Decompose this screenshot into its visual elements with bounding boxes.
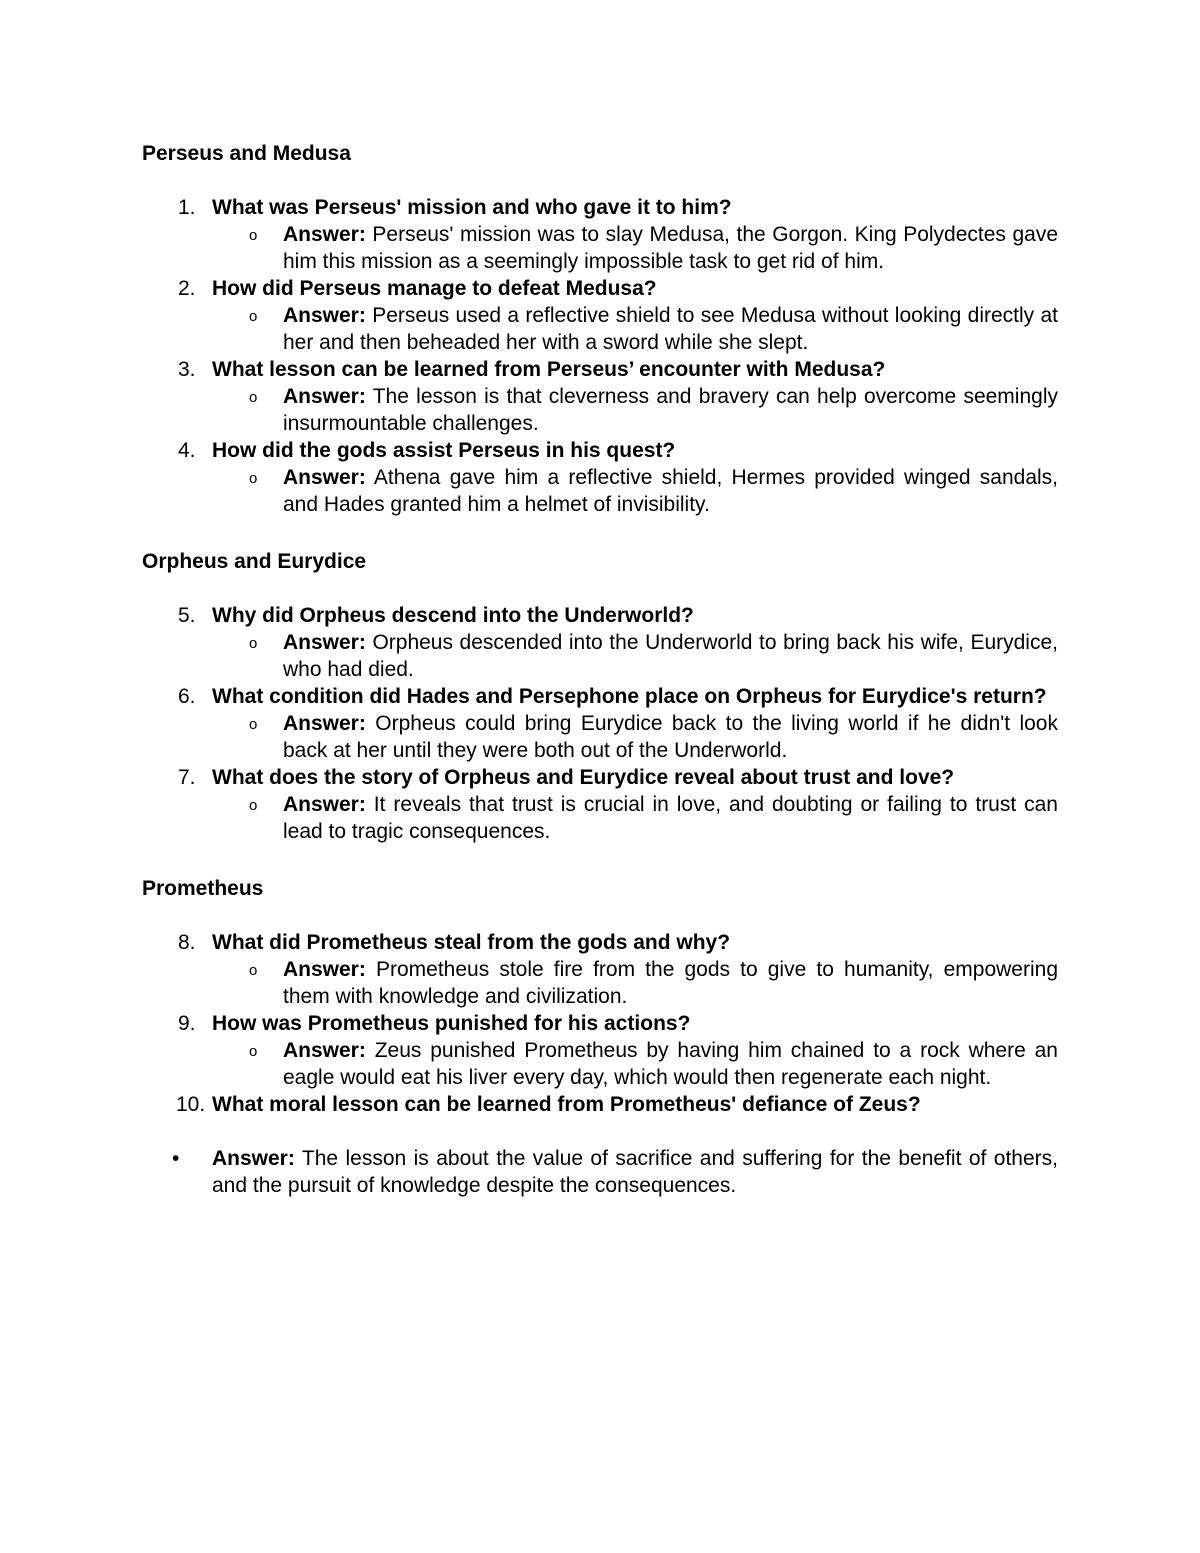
circle-bullet-icon: o	[249, 962, 258, 979]
answer	[142, 710, 1058, 764]
section-perseus	[142, 140, 1058, 518]
question-text: What moral lesson can be learned from Prometheus' defiance of Zeus?	[212, 1093, 921, 1116]
answer-text: The lesson is about the value of sacrifice and suffering for the benefit of others, and the pursuit of knowledge despite the consequences.	[212, 1147, 1058, 1197]
question-list	[142, 602, 1058, 845]
circle-bullet-icon: o	[249, 227, 258, 244]
question-text: What lesson can be learned from Perseus’ encounter with Medusa?	[212, 358, 886, 381]
question-item	[142, 437, 1058, 518]
answer-label: Answer:	[283, 466, 366, 489]
question-text: How was Prometheus punished for his actions?	[212, 1012, 691, 1035]
answer-text: The lesson is that cleverness and bravery can help overcome seemingly insurmountable challenges.	[283, 385, 1058, 435]
question-text: What does the story of Orpheus and Eurydice reveal about trust and love?	[212, 766, 955, 789]
circle-bullet-icon: o	[249, 308, 258, 325]
circle-bullet-icon: o	[249, 716, 258, 733]
question-item	[142, 1010, 1058, 1091]
answer-label: Answer:	[283, 304, 366, 327]
question-text: Why did Orpheus descend into the Underworld?	[212, 604, 694, 627]
question-text: How did the gods assist Perseus in his quest?	[212, 439, 676, 462]
answer	[142, 956, 1058, 1010]
answer-label: Answer:	[283, 223, 366, 246]
question-number: 10.	[176, 1093, 206, 1116]
answer-text: It reveals that trust is crucial in love, and doubting or failing to trust can lead to tragic consequences.	[283, 793, 1058, 843]
answer-label: Answer:	[283, 385, 366, 408]
section-title: Prometheus	[142, 877, 264, 900]
question-text: What condition did Hades and Persephone place on Orpheus for Eurydice's return?	[212, 685, 1047, 708]
question-number: 1.	[178, 196, 196, 219]
circle-bullet-icon: o	[249, 1043, 258, 1060]
answer-text: Zeus punished Prometheus by having him chained to a rock where an eagle would eat his liver every day, which would then regenerate each night.	[283, 1039, 1058, 1089]
answer	[142, 464, 1058, 518]
answer	[142, 791, 1058, 845]
question-number: 4.	[178, 439, 196, 462]
answer-text: Perseus used a reflective shield to see Medusa without looking directly at her and then beheaded her with a sword while she slept.	[283, 304, 1059, 354]
answer-text: Athena gave him a reflective shield, Hermes provided winged sandals, and Hades granted him a helmet of invisibility.	[283, 466, 1058, 516]
question-item	[142, 602, 1058, 683]
question-number: 3.	[178, 358, 196, 381]
question-item	[142, 194, 1058, 275]
question-item	[142, 929, 1058, 1010]
section-orpheus	[142, 548, 1058, 845]
circle-bullet-icon: o	[249, 470, 258, 487]
answer	[142, 1037, 1058, 1091]
question-number: 9.	[178, 1012, 196, 1035]
answer-label: Answer:	[283, 631, 366, 654]
question-number: 7.	[178, 766, 196, 789]
question-number: 2.	[178, 277, 196, 300]
question-item	[142, 683, 1058, 764]
answer-label: Answer:	[283, 793, 366, 816]
question-number: 6.	[178, 685, 196, 708]
question-list	[142, 194, 1058, 518]
answer	[142, 302, 1058, 356]
answer	[142, 629, 1058, 683]
answer-label: Answer:	[283, 712, 366, 735]
answer-label: Answer:	[283, 1039, 366, 1062]
section-prometheus	[142, 875, 1058, 1199]
question-item	[142, 275, 1058, 356]
question-number: 8.	[178, 931, 196, 954]
question-list	[142, 929, 1058, 1118]
document-body	[142, 140, 1058, 1229]
answer	[142, 221, 1058, 275]
section-title: Perseus and Medusa	[142, 142, 351, 165]
answer-text: Prometheus stole fire from the gods to give to humanity, empowering them with knowledge and civilization.	[283, 958, 1058, 1008]
final-answer	[142, 1145, 1058, 1199]
question-text: How did Perseus manage to defeat Medusa?	[212, 277, 657, 300]
question-item	[142, 356, 1058, 437]
answer-text: Orpheus could bring Eurydice back to the living world if he didn't look back at her until they were both out of the Underworld.	[283, 712, 1058, 762]
answer-text: Orpheus descended into the Underworld to bring back his wife, Eurydice, who had died.	[283, 631, 1058, 681]
question-text: What was Perseus' mission and who gave it to him?	[212, 196, 732, 219]
question-text: What did Prometheus steal from the gods and why?	[212, 931, 731, 954]
question-number: 5.	[178, 604, 196, 627]
answer-label: Answer:	[283, 958, 366, 981]
circle-bullet-icon: o	[249, 389, 258, 406]
answer	[142, 383, 1058, 437]
question-item	[142, 764, 1058, 845]
answer-text: Perseus' mission was to slay Medusa, the Gorgon. King Polydectes gave him this mission as a seemingly impossible task to get rid of him.	[283, 223, 1058, 273]
section-title: Orpheus and Eurydice	[142, 550, 367, 573]
circle-bullet-icon: o	[249, 797, 258, 814]
circle-bullet-icon: o	[249, 635, 258, 652]
question-item	[142, 1091, 1058, 1118]
answer-label: Answer:	[212, 1147, 295, 1170]
disc-bullet-icon: •	[172, 1147, 180, 1170]
